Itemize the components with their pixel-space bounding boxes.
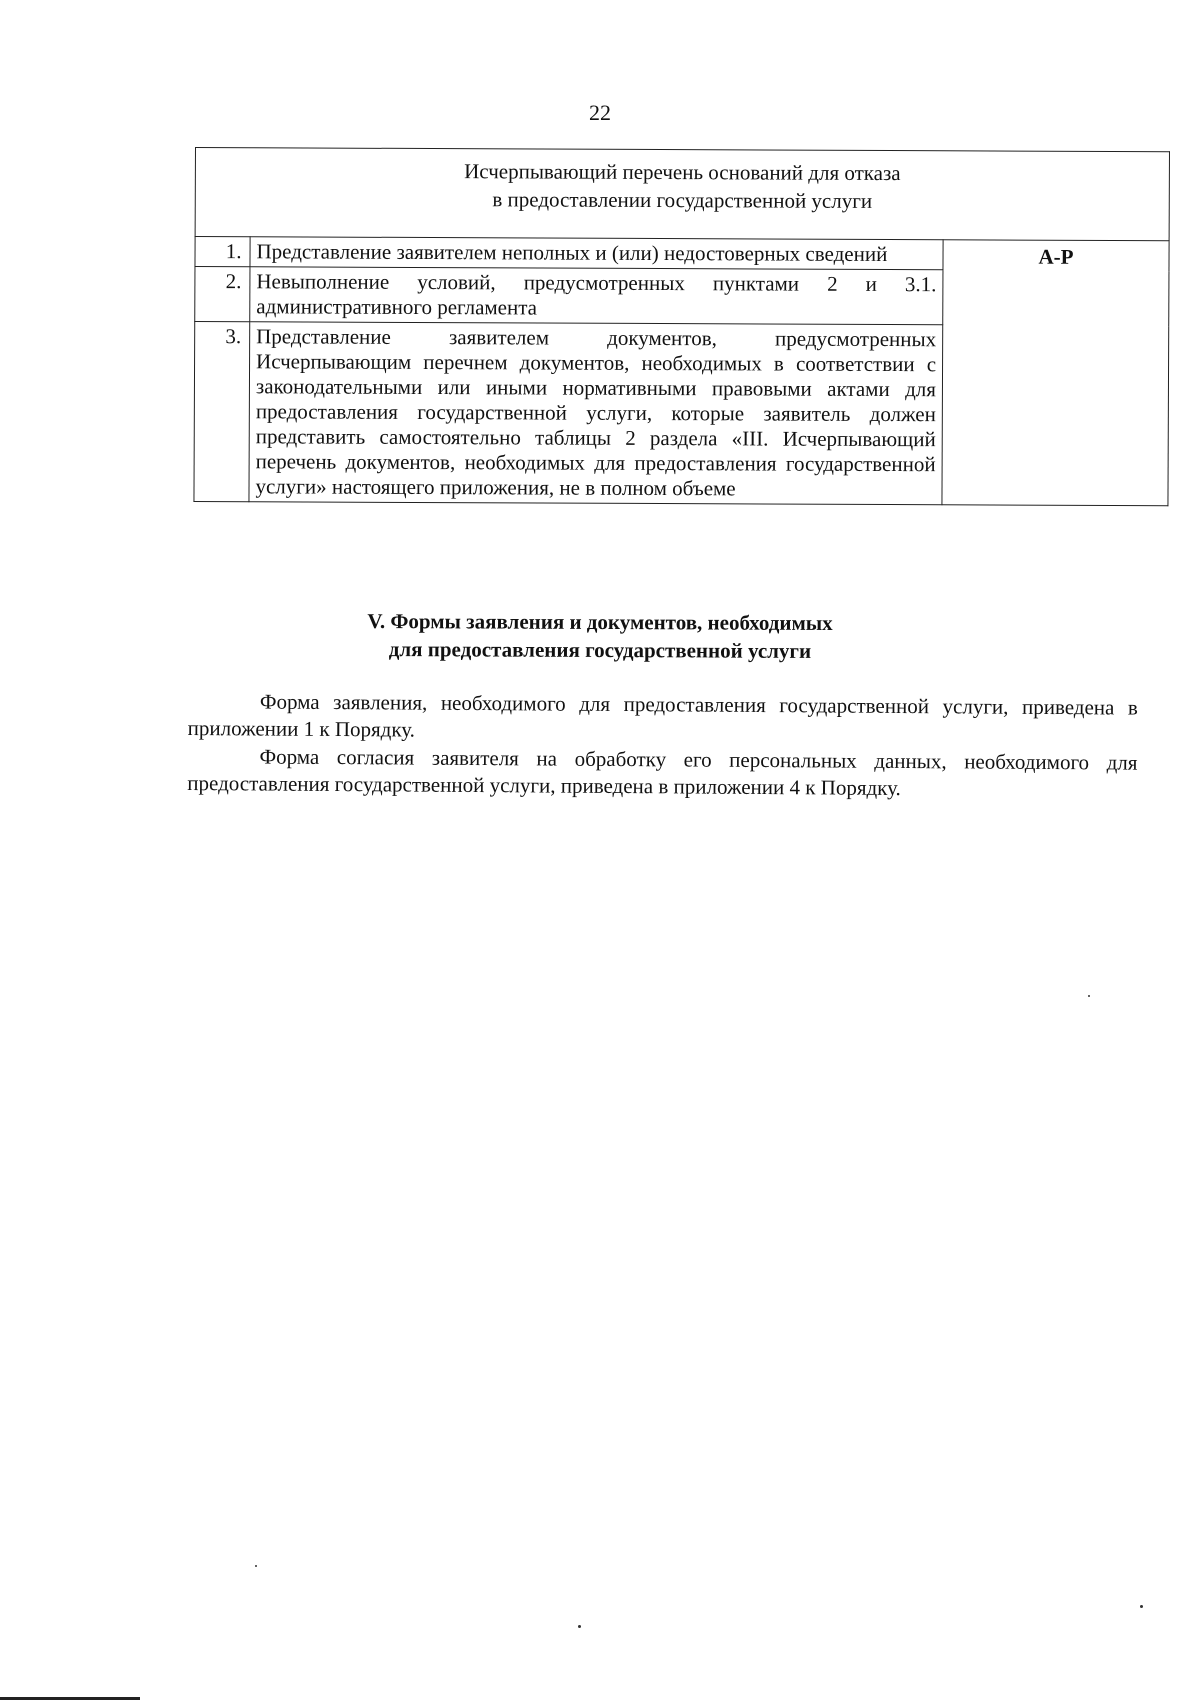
scan-speck (1140, 1605, 1143, 1608)
refusal-grounds-table (193, 147, 1170, 506)
scan-edge-line (0, 1697, 140, 1700)
table-header-row (195, 148, 1169, 241)
section-title-line-1: V. Формы заявления и документов, необходимых (367, 608, 833, 636)
row-number: 1. (195, 237, 250, 267)
scan-speck (255, 1565, 257, 1567)
refusal-code-cell: А-Р (942, 240, 1169, 506)
table-header-cell (195, 148, 1169, 241)
scan-speck (1088, 995, 1090, 997)
paragraph-consent-form: Форма согласия заявителя на обработку его персональных данных, необходимого для предоставления государственной услуги, приведена в приложении 4 к Порядку. (187, 744, 1138, 800)
paragraph-application-form: Форма заявления, необходимого для предоставления государственной услуги, приведена в приложении 1 к Порядку. (187, 689, 1138, 742)
page-number: 22 (589, 100, 611, 125)
row-number: 2. (195, 267, 250, 322)
table-row (195, 237, 1169, 271)
table-header-line-2: в предоставлении государственной услуги (492, 187, 873, 213)
table-header-line-1: Исчерпывающий перечень оснований для отказа (464, 159, 901, 186)
section-body (187, 688, 1138, 804)
scan-speck (578, 1625, 581, 1628)
row-number: 3. (194, 322, 250, 502)
row-text: Невыполнение условий, предусмотренных пунктами 2 и 3.1. административного регламента (250, 267, 943, 325)
section-title-line-2: для предоставления государственной услуги (388, 637, 812, 663)
row-text: Представление заявителем неполных и (или) недостоверных сведений (250, 237, 943, 270)
section-title (0, 605, 1200, 666)
row-text: Представление заявителем документов, предусмотренных Исчерпывающим перечнем документов, необходимых в соответствии с законодательными или иными нормативными правовыми актами для предоставления государственной услуги, которые заявитель должен представить самостоятельно таблицы 2 раздела «III. Исчерпывающий перечень документов, необходимых для предоставления государственной услуги» настоящего приложения, не в полном объеме (249, 322, 943, 505)
